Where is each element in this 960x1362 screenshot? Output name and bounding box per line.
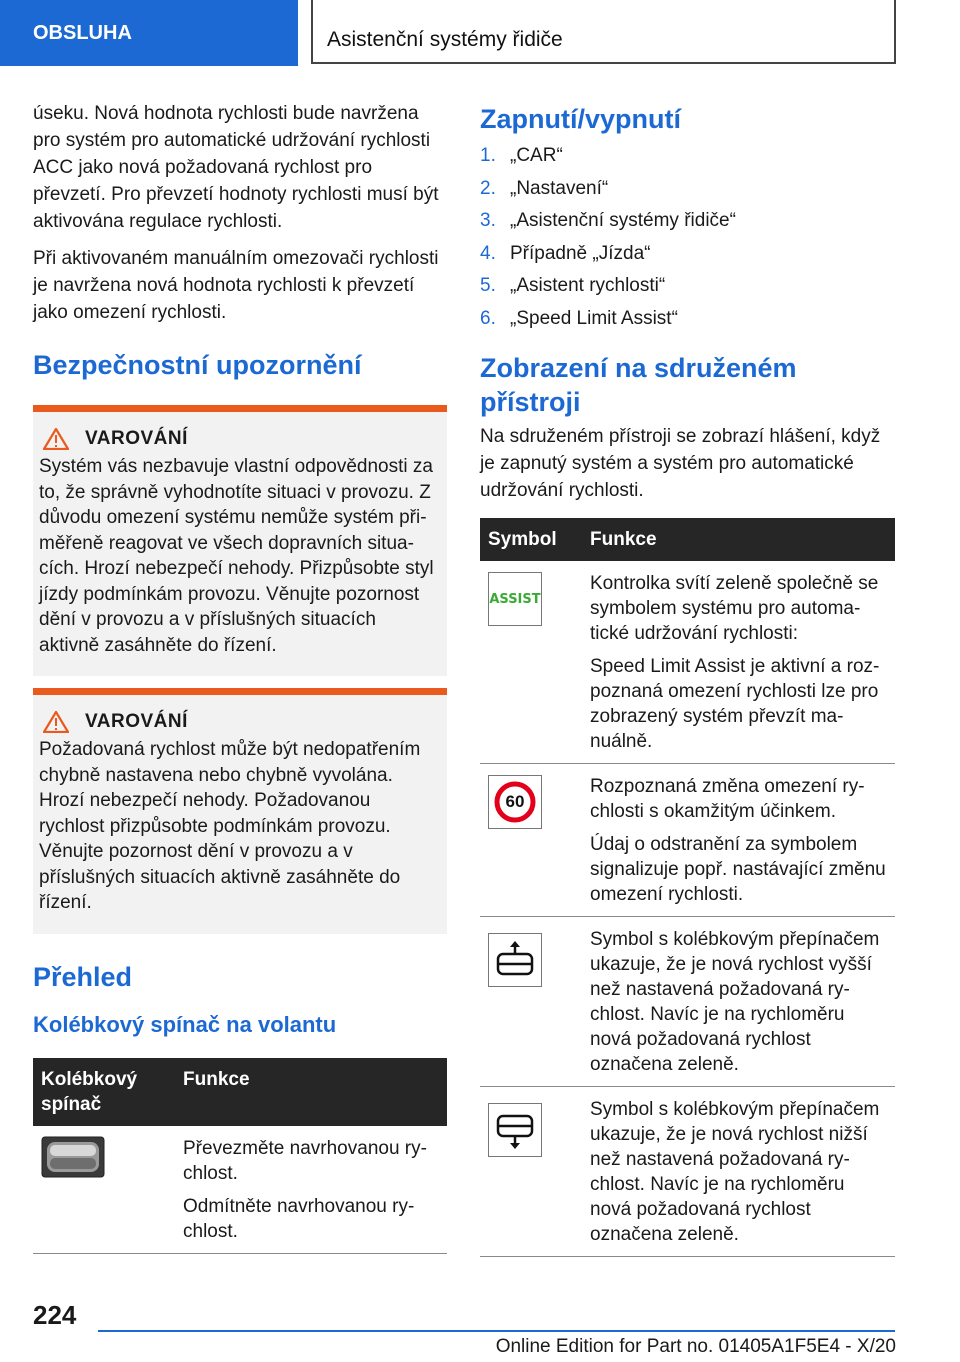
column-header-function: Funkce (582, 518, 895, 561)
warning-header (39, 428, 439, 450)
rocker-symbol-cell (33, 1126, 175, 1254)
list-item: 6. „Speed Limit Assist“ (480, 307, 678, 329)
section-label: OBSLUHA (0, 0, 298, 66)
symbol-table (480, 518, 895, 1257)
function-cell: Symbol s kolébkovým přepínačem ukazuje, že je nová rychlost nižší než nastavená požadovaná rychlost. Navíc je na rychloměru nová požadovaná rychlost označena zeleně. (582, 1087, 895, 1257)
warning-text: Systém vás nezbavuje vlastní odpovědnosti za to, že správně vyhodnotíte situaci v provozu. Z důvodu omezení systému nemůže systém přiměřeně reagovat ve všech dopravních situacích. Hrozí nebezpečí nehody. Přizpůsobte styl jízdy podmínkám provozu. Věnujte pozornost dění v provozu a v příslušných situacích aktivně zasáhněte do řízení. (39, 456, 434, 656)
function-cell: Symbol s kolébkovým přepínačem ukazuje, že je nová rychlost vyšší než nastavená požadovaná rychlost. Navíc je na rychloměru nová požadovaná rychlost označena zeleně. (582, 917, 895, 1087)
footer-divider (98, 1330, 895, 1332)
onoff-heading: Zapnutí/vypnutí (480, 104, 681, 134)
list-item: 2. „Nastavení“ (480, 177, 609, 199)
list-item: 4. Případně „Jízda“ (480, 242, 651, 264)
edition-text: Online Edition for Part no. 01405A1F5E4 - X/20 (495, 1336, 896, 1357)
overview-heading: Přehled (33, 961, 133, 992)
function-cell: Kontrolka svítí zeleně společně se symbolem systému pro automatické udržování rychlosti: Speed Limit Assist je aktivní a rozpoznaná omezení rychlosti lze pro zobrazený systém převzít manuálně. (582, 561, 895, 764)
symbol-cell (480, 1087, 582, 1257)
steps-list (480, 140, 895, 335)
chapter-title: Asistenční systémy řidiče (327, 28, 563, 51)
table-row (480, 764, 895, 917)
table-row (480, 917, 895, 1087)
table-row (480, 561, 895, 764)
assist-indicator-icon: ASSIST (488, 572, 542, 626)
warning-triangle-icon (43, 711, 69, 733)
display-intro: Na sdruženém přístroji se zobrazí hlášení, když je zapnutý systém a systém pro automatické udržování rychlosti. (480, 426, 881, 501)
symbol-cell (480, 764, 582, 917)
speed-limit-60-icon: 60 (488, 775, 542, 829)
warning-header (39, 711, 439, 733)
warning-box-1 (33, 405, 447, 676)
symbol-cell (480, 561, 582, 764)
table-row (480, 1087, 895, 1257)
warning-box-2 (33, 688, 447, 934)
rocker-table (33, 1058, 447, 1254)
table-header-row (480, 518, 895, 561)
display-heading: Zobrazení na sdruženém přístroji (480, 353, 797, 417)
column-header-symbol: Symbol (480, 518, 582, 561)
safety-heading: Bezpečnostní upozornění (33, 350, 362, 380)
list-item: 1. „CAR“ (480, 145, 563, 166)
rocker-switch-icon (41, 1136, 105, 1178)
symbol-cell (480, 917, 582, 1087)
column-header-function: Funkce (175, 1058, 447, 1126)
rocker-heading: Kolébkový spínač na volantu (33, 1011, 337, 1037)
intro-paragraph-1: úseku. Nová hodnota rychlosti bude navržena pro systém pro automatické udržování rychlosti ACC jako nová požadovaná rychlost pro převzetí. Pro převzetí hodnoty rychlosti musí být aktivována regulace rychlosti. (33, 103, 439, 232)
function-reject: Odmítněte navrhovanou rychlost. (183, 1195, 415, 1242)
function-accept: Převezměte navrhovanou rychlost. (183, 1137, 427, 1184)
left-column (33, 100, 447, 1254)
list-item: 5. „Asistent rychlosti“ (480, 275, 666, 296)
rocker-down-icon (488, 1103, 542, 1157)
table-row (33, 1126, 447, 1254)
list-item: 3. „Asistenční systémy řidiče“ (480, 210, 736, 231)
warning-triangle-icon (43, 428, 69, 450)
right-column (480, 102, 895, 1257)
warning-title: VAROVÁNÍ (85, 428, 188, 449)
chapter-title-box (311, 0, 896, 64)
warning-text: Požadovaná rychlost může být nedopatřením chybně nastavena nebo chybně vyvolána. Hrozí nebezpečí nehody. Požadovanou rychlost přizpůsobte podmínkám provozu. Věnujte pozornost dění v provozu a v příslušných situacích aktivně zasáhněte do řízení. (39, 739, 421, 913)
page-header (0, 0, 960, 66)
column-header-rocker: Kolébkový spínač (33, 1058, 175, 1126)
rocker-up-icon (488, 933, 542, 987)
page-number: 224 (33, 1300, 77, 1330)
function-cell: Rozpoznaná změna omezení rychlosti s okamžitým účinkem. Údaj o odstranění za symbolem signalizuje popř. nastávající změnu omezení rychlosti. (582, 764, 895, 917)
intro-paragraph-2: Při aktivovaném manuálním omezovači rychlosti je navržena nová hodnota rychlosti k převzetí jako omezení rychlosti. (33, 248, 439, 323)
warning-title: VAROVÁNÍ (85, 711, 188, 732)
table-header-row (33, 1058, 447, 1126)
rocker-function-cell (175, 1126, 447, 1254)
